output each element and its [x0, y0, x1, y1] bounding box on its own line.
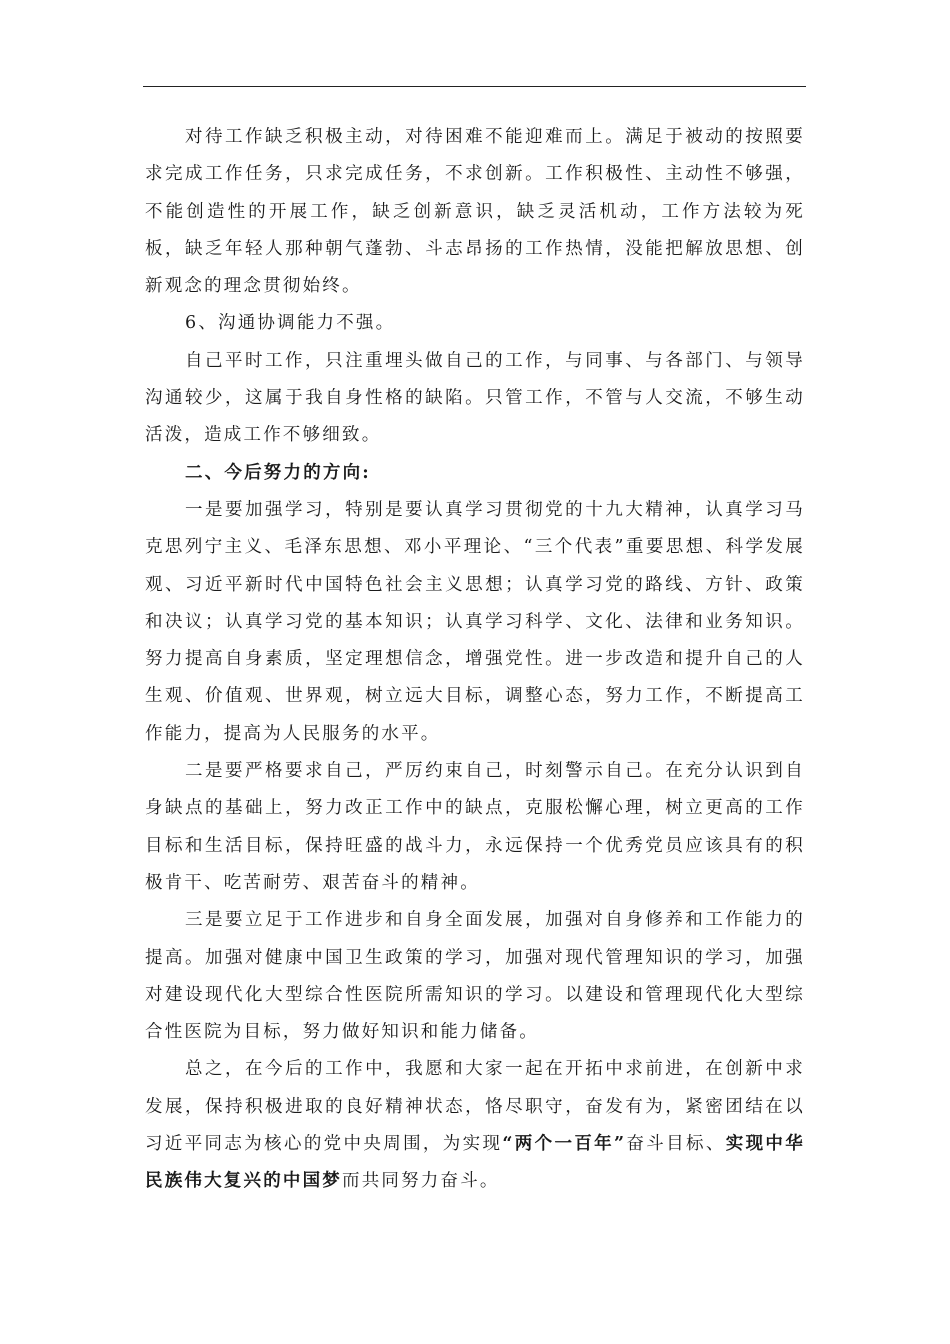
- paragraph-communication: 自己平时工作，只注重埋头做自己的工作，与同事、与各部门、与领导沟通较少，这属于我自身性格的缺陷。只管工作，不管与人交流，不够生动活泼，造成工作不够细致。: [145, 350, 805, 446]
- paragraph-work-attitude: 对待工作缺乏积极主动，对待困难不能迎难而上。满足于被动的按照要求完成工作任务，只求完成任务，不求创新。工作积极性、主动性不够强，不能创造性的开展工作，缺乏创新意识，缺乏灵活机动，工作方法较为死板，缺乏年轻人那种朝气蓬勃、斗志昂扬的工作热情，没能把解放思想、创新观念的理念贯彻始终。: [145, 127, 805, 297]
- conclusion-text-3: 而共同努力奋斗。: [342, 1171, 500, 1192]
- document-body: [145, 119, 805, 1201]
- conclusion-text-1: 总之，在今后的工作中，我愿和大家一起在开拓中求前进，在创新中求发展，保持积极进取的良好精神状态，恪尽职守，奋发有为，紧密团结在以习近平同志为核心的党中央周围，为实现: [145, 1059, 805, 1155]
- paragraph-strengthen-study: 一是要加强学习，特别是要认真学习贯彻党的十九大精神，认真学习马克思列宁主义、毛泽东思想、邓小平理论、“三个代表”重要思想、科学发展观、习近平新时代中国特色社会主义思想；认真学习党的路线、方针、政策和决议；认真学习党的基本知识；认真学习科学、文化、法律和业务知识。努力提高自身素质，坚定理想信念，增强党性。进一步改造和提升自己的人生观、价值观、世界观，树立远大目标，调整心态，努力工作，不断提高工作能力，提高为人民服务的水平。: [145, 499, 805, 744]
- conclusion-emphasis-two-centenary: “两个一百年”: [502, 1134, 627, 1155]
- item-communication-heading: 6、沟通协调能力不强。: [185, 313, 396, 334]
- paragraph-strict-self-discipline: 二是要严格要求自己，严厉约束自己，时刻警示自己。在充分认识到自身缺点的基础上，努力改正工作中的缺点，克服松懈心理，树立更高的工作目标和生活目标，保持旺盛的战斗力，永远保持一个优秀党员应该具有的积极肯干、吃苦耐劳、艰苦奋斗的精神。: [145, 761, 805, 893]
- paragraph-conclusion: [145, 1051, 805, 1200]
- paragraph-self-development: 三是要立足于工作进步和自身全面发展，加强对自身修养和工作能力的提高。加强对健康中国卫生政策的学习，加强对现代管理知识的学习，加强对建设现代化大型综合性医院所需知识的学习。以建设和管理现代化大型综合性医院为目标，努力做好知识和能力储备。: [145, 910, 805, 1043]
- conclusion-emphasis-chinese-dream: 实现中华民族伟大复兴的中国梦: [145, 1134, 805, 1192]
- section-heading-future-direction: 二、今后努力的方向:: [185, 462, 371, 483]
- header-rule: [143, 86, 806, 87]
- conclusion-text-2: 奋斗目标、: [626, 1134, 726, 1155]
